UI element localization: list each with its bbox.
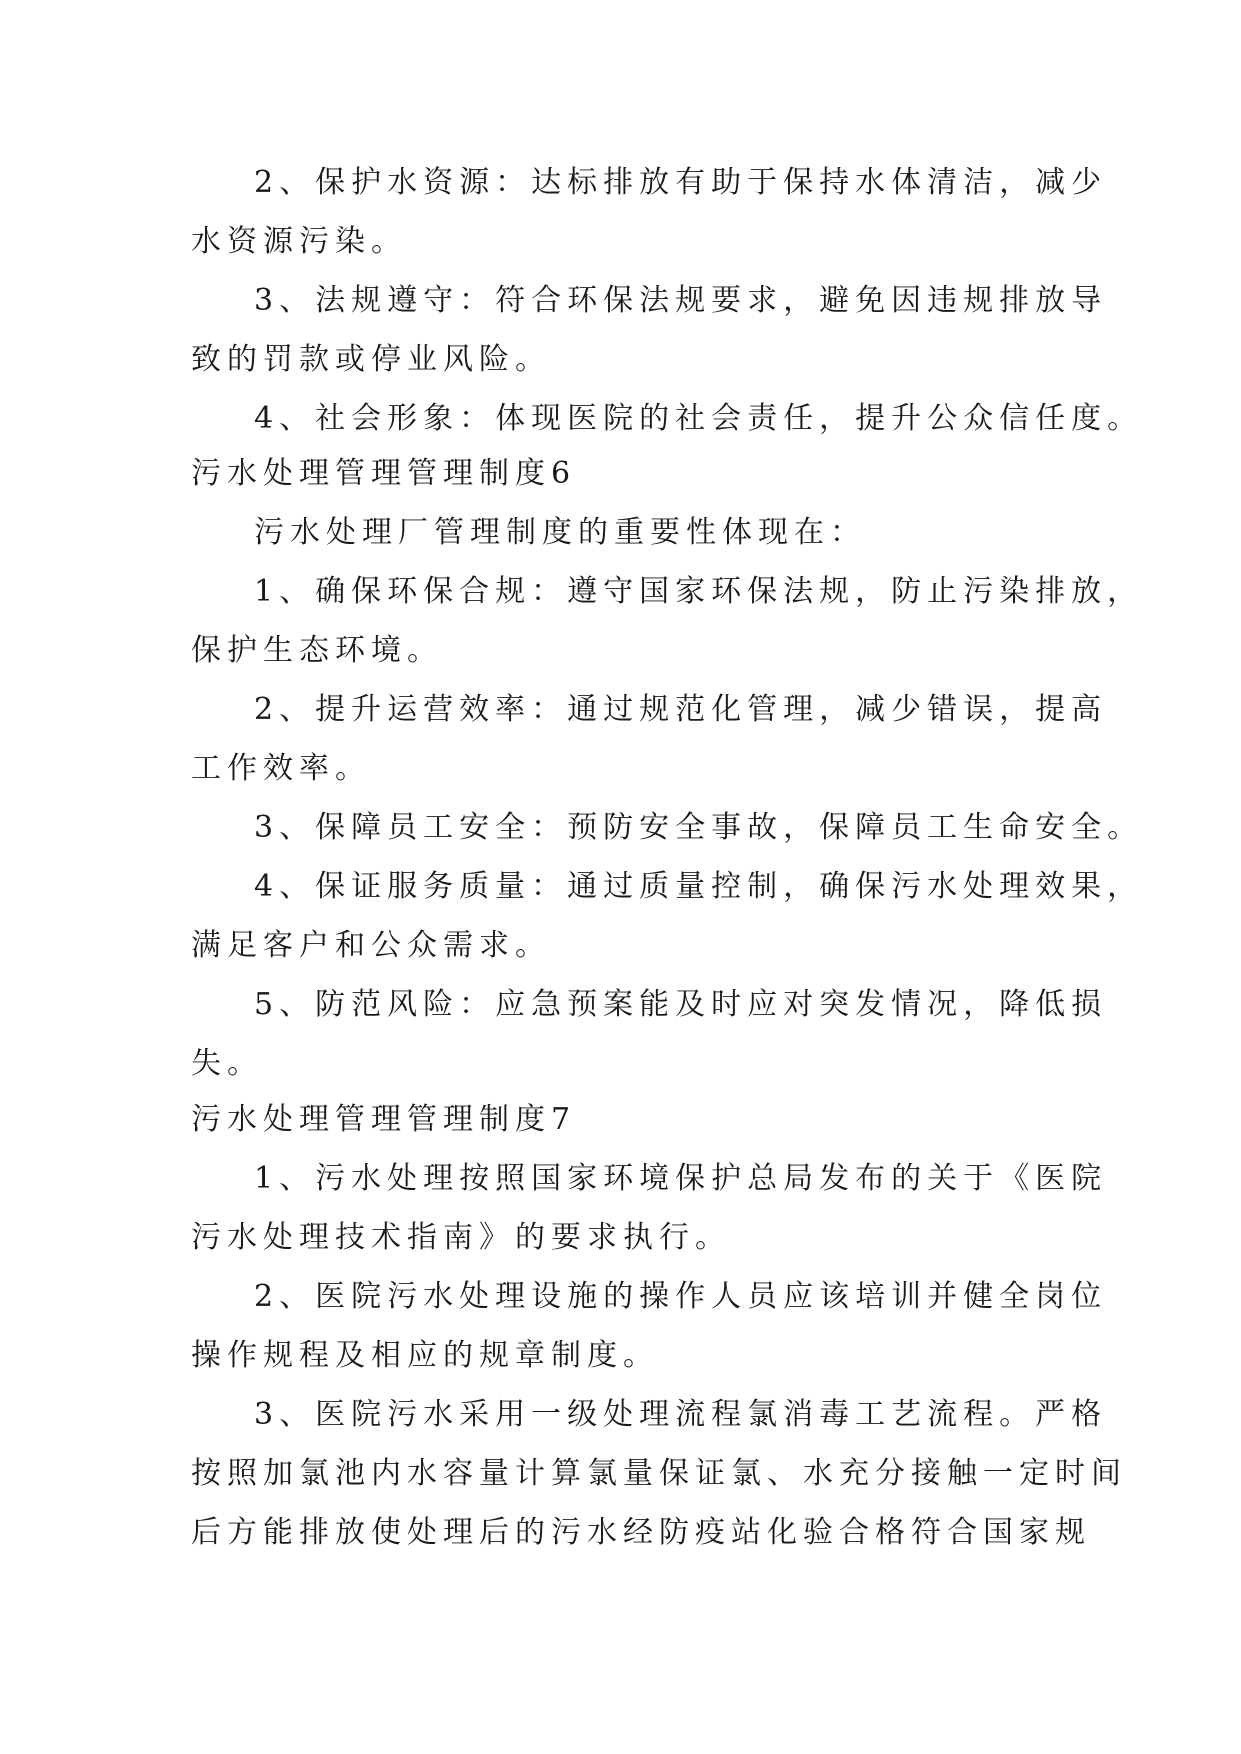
paragraph-line: 3、医院污水采用一级处理流程氯消毒工艺流程。严格 bbox=[254, 1397, 1108, 1432]
paragraph-line: 满足客户和公众需求。 bbox=[191, 928, 551, 963]
paragraph-line: 3、法规遵守：符合环保法规要求，避免因违规排放导 bbox=[254, 283, 1108, 318]
paragraph-line: 3、保障员工安全：预防安全事故，保障员工生命安全。 bbox=[254, 810, 1144, 845]
paragraph-line: 4、保证服务质量：通过质量控制，确保污水处理效果， bbox=[254, 869, 1144, 904]
paragraph-line: 水资源污染。 bbox=[191, 224, 407, 259]
paragraph-line: 操作规程及相应的规章制度。 bbox=[191, 1338, 659, 1373]
paragraph-line: 失。 bbox=[191, 1046, 263, 1081]
paragraph-line: 保护生态环境。 bbox=[191, 633, 443, 668]
paragraph-line: 污水处理技术指南》的要求执行。 bbox=[191, 1220, 731, 1255]
section-heading: 污水处理管理管理制度7 bbox=[191, 1102, 577, 1137]
paragraph-line: 2、医院污水处理设施的操作人员应该培训并健全岗位 bbox=[254, 1279, 1108, 1314]
paragraph-line: 2、保护水资源：达标排放有助于保持水体清洁，减少 bbox=[254, 165, 1108, 200]
paragraph-line: 按照加氯池内水容量计算氯量保证氯、水充分接触一定时间 bbox=[191, 1456, 1127, 1491]
paragraph-line: 1、污水处理按照国家环境保护总局发布的关于《医院 bbox=[254, 1161, 1108, 1196]
paragraph-line: 致的罚款或停业风险。 bbox=[191, 342, 551, 377]
paragraph-line: 4、社会形象：体现医院的社会责任，提升公众信任度。 bbox=[254, 401, 1144, 436]
paragraph-line: 5、防范风险：应急预案能及时应对突发情况，降低损 bbox=[254, 987, 1108, 1022]
paragraph-line: 工作效率。 bbox=[191, 751, 371, 786]
paragraph-line: 1、确保环保合规：遵守国家环保法规，防止污染排放， bbox=[254, 574, 1144, 609]
paragraph-line: 后方能排放使处理后的污水经防疫站化验合格符合国家规 bbox=[191, 1515, 1091, 1550]
section-heading: 污水处理管理管理制度6 bbox=[191, 456, 577, 491]
paragraph-line: 污水处理厂管理制度的重要性体现在： bbox=[254, 515, 866, 550]
paragraph-line: 2、提升运营效率：通过规范化管理，减少错误，提高 bbox=[254, 692, 1108, 727]
